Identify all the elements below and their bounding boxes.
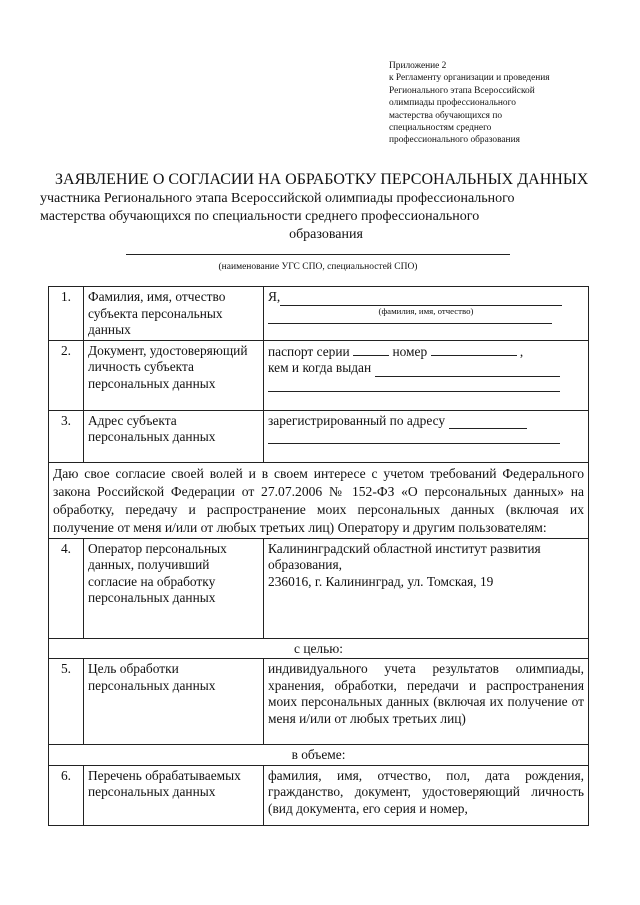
- address-input[interactable]: [449, 416, 527, 429]
- table-row: [49, 538, 589, 638]
- table-row: [49, 659, 589, 745]
- appendix-line: профессионального образования: [389, 135, 520, 146]
- appendix-line: мастерства обучающихся по: [389, 110, 503, 121]
- operator-name: Калининградский областной институт развития образования,: [268, 540, 541, 572]
- fio-input-line[interactable]: [280, 293, 562, 306]
- title-main: ЗАЯВЛЕНИЕ О СОГЛАСИИ НА ОБРАБОТКУ ПЕРСОНАЛЬНЫХ ДАННЫХ: [55, 171, 589, 188]
- document-cell: [264, 340, 589, 410]
- appendix-note: [389, 60, 624, 147]
- passport-series-input[interactable]: [353, 343, 389, 356]
- row-label: Фамилия, имя, отчество субъекта персональных данных: [84, 287, 264, 341]
- passport-series-label: паспорт серии: [268, 343, 350, 359]
- appendix-line: Приложение 2: [389, 61, 447, 71]
- row-number: 1.: [49, 287, 84, 341]
- appendix-line: специальностям среднего: [389, 123, 492, 134]
- address-label: зарегистрированный по адресу: [268, 412, 446, 428]
- address-input-2[interactable]: [268, 429, 560, 444]
- row-number: 6.: [49, 765, 84, 825]
- title-line-1: участника Регионального этапа Всероссийской олимпиады профессионального: [40, 191, 515, 206]
- passport-number-input[interactable]: [431, 343, 517, 356]
- row-label: Оператор персональных данных, получивший согласие на обработку персональных данных: [84, 538, 264, 638]
- appendix-line: к Регламенту организации и проведения: [389, 73, 550, 84]
- purpose-value: индивидуального учета результатов олимпиады, хранения, обработки, передачи и распространения моих персональных данных (включая их получение от меня и/или от любых третьих лиц): [264, 659, 589, 745]
- issued-by-label: кем и когда выдан: [268, 360, 372, 375]
- consent-text: Даю свое согласие своей волей и в своем интересе с учетом требований Федерального закона Российской Федерации от 27.07.2006 № 152-ФЗ «О персональных данных» на обработку, передачу и распространение моих персональных данных (включая их получение от меня и/или от любых третьих лиц) Оператору и другим пользователям:: [49, 462, 589, 538]
- fio-prefix: Я,: [268, 289, 281, 304]
- table-row: [49, 765, 589, 825]
- row-label: Адрес субъекта персональных данных: [84, 410, 264, 462]
- table-row: [49, 462, 589, 538]
- fio-caption: (фамилия, имя, отчество): [378, 305, 474, 316]
- document-title: [40, 170, 612, 244]
- title-line-2: мастерства обучающихся по специальности среднего профессионального: [40, 209, 480, 224]
- fio-input-line-2[interactable]: [268, 317, 552, 324]
- operator-address: 236016, г. Калининград, ул. Томская, 19: [268, 573, 494, 589]
- row-number: 2.: [49, 340, 84, 410]
- row-label: Перечень обрабатываемых персональных данных: [84, 765, 264, 825]
- row-label: Документ, удостоверяющий личность субъекта персональных данных: [84, 340, 264, 410]
- row-label: Цель обработки персональных данных: [84, 659, 264, 745]
- row-number: 3.: [49, 410, 84, 462]
- passport-comma: ,: [519, 343, 524, 359]
- issued-by-input[interactable]: [375, 364, 560, 377]
- consent-form-table: [48, 286, 589, 826]
- table-row: [49, 745, 589, 766]
- appendix-line: Регионального этапа Всероссийской: [389, 85, 535, 96]
- row-number: 4.: [49, 538, 84, 638]
- appendix-line: олимпиады профессионального: [389, 98, 516, 109]
- table-row: [49, 638, 589, 659]
- ugs-caption: (наименование УГС СПО, специальностей СПО): [218, 262, 418, 272]
- scope-value: фамилия, имя, отчество, пол, дата рождения, гражданство, документ, удостоверяющий личность (вид документа, его серия и номер,: [264, 765, 589, 825]
- operator-cell: [264, 538, 589, 638]
- table-row: [49, 340, 589, 410]
- purpose-heading: с целью:: [49, 638, 589, 659]
- fio-cell: [264, 287, 589, 341]
- passport-number-label: номер: [392, 343, 428, 359]
- ugs-input-line[interactable]: [126, 254, 510, 255]
- table-row: [49, 287, 589, 341]
- address-cell: [264, 410, 589, 462]
- scope-heading: в объеме:: [49, 745, 589, 766]
- table-row: [49, 410, 589, 462]
- issued-by-input-2[interactable]: [268, 377, 560, 392]
- title-line-3: образования: [289, 227, 363, 242]
- row-number: 5.: [49, 659, 84, 745]
